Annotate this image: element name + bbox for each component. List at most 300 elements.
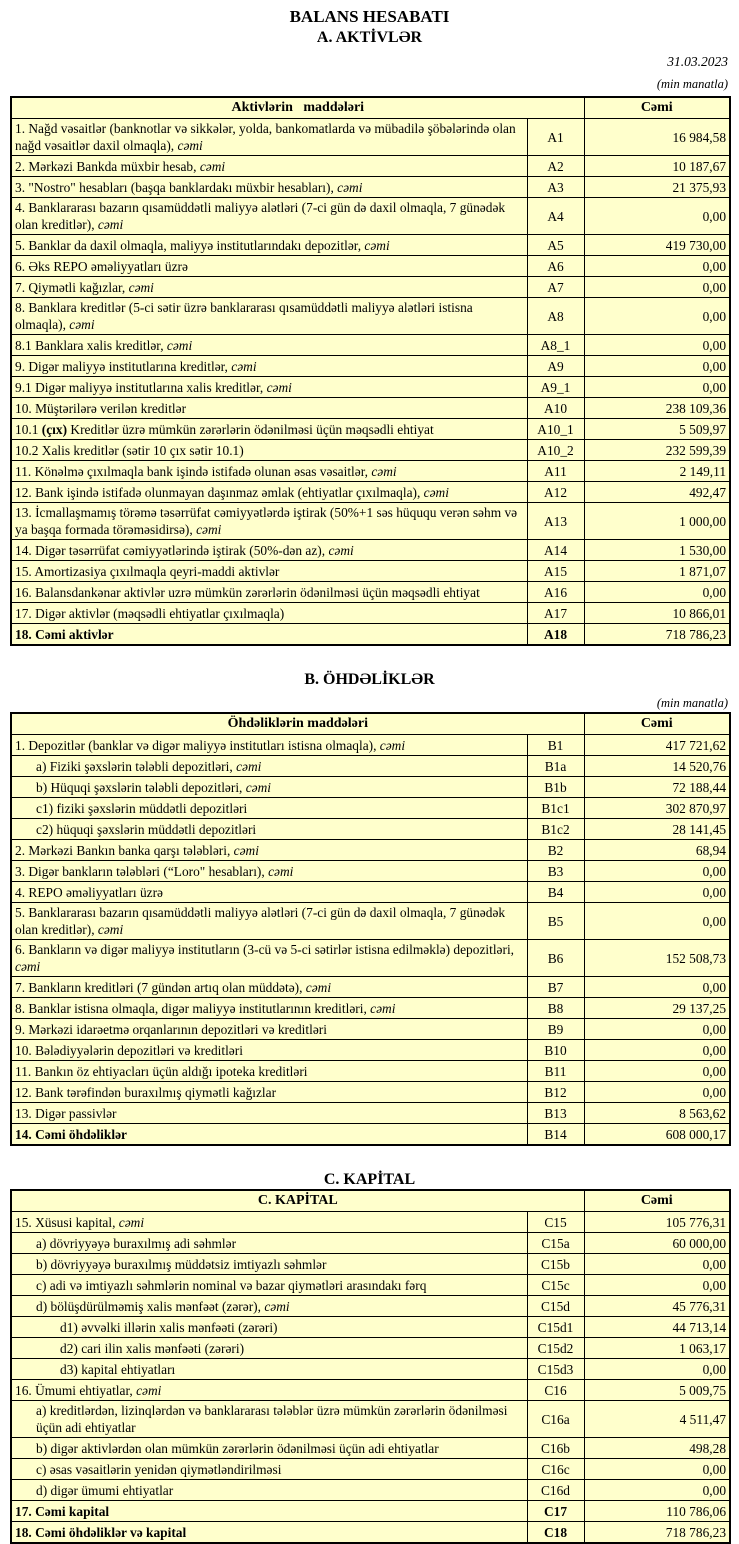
row-code: A10_2	[527, 440, 584, 461]
row-label-suffix: cəmi	[233, 842, 259, 858]
table-row	[11, 277, 730, 298]
row-label-suffix: cəmi	[328, 542, 354, 558]
row-label-cell	[11, 1212, 527, 1233]
table-row	[11, 1438, 730, 1459]
row-label: c) adi və imtiyazlı səhmlərin nominal və bazar qiymətləri arasındakı fərq	[36, 1277, 427, 1293]
row-value: 28 141,45	[584, 819, 730, 840]
row-label-cell	[11, 1040, 527, 1061]
table-row	[11, 582, 730, 603]
row-label-cell	[11, 198, 527, 235]
row-value: 45 776,31	[584, 1296, 730, 1317]
row-label-cell	[11, 1061, 527, 1082]
table-row	[11, 503, 730, 540]
row-code: B7	[527, 977, 584, 998]
row-code: C15a	[527, 1233, 584, 1254]
row-value: 608 000,17	[584, 1124, 730, 1146]
table-header-items: Aktivlərin maddələri	[11, 97, 584, 119]
row-label: 12. Bank işində istifadə olunmayan daşınmaz əmlak (ehtiyatlar çıxılmaqla),	[15, 484, 424, 500]
row-label-cell	[11, 624, 527, 646]
row-code: C15c	[527, 1275, 584, 1296]
table-row	[11, 1124, 730, 1146]
row-value: 4 511,47	[584, 1401, 730, 1438]
row-code: B12	[527, 1082, 584, 1103]
row-label-cell	[11, 998, 527, 1019]
row-code: B3	[527, 861, 584, 882]
report-date: 31.03.2023	[667, 54, 728, 69]
balance-table	[10, 1189, 731, 1544]
row-label-cell	[11, 377, 527, 398]
row-value: 110 786,06	[584, 1501, 730, 1522]
row-code: A18	[527, 624, 584, 646]
row-code: A17	[527, 603, 584, 624]
row-code: B14	[527, 1124, 584, 1146]
row-label-suffix: cəmi	[423, 484, 449, 500]
row-value: 152 508,73	[584, 940, 730, 977]
table-row	[11, 1275, 730, 1296]
row-label-suffix: cəmi	[199, 158, 226, 174]
row-label-cell	[11, 777, 527, 798]
row-value: 0,00	[584, 377, 730, 398]
row-code: A11	[527, 461, 584, 482]
row-label: 10. Bələdiyyələrin depozitləri və kreditləri	[15, 1042, 243, 1058]
row-label: 14. Cəmi öhdəliklər	[15, 1126, 127, 1142]
row-code: B9	[527, 1019, 584, 1040]
table-row	[11, 356, 730, 377]
row-label-cell	[11, 819, 527, 840]
balance-section	[0, 670, 739, 1146]
table-row	[11, 198, 730, 235]
row-label-cell	[11, 482, 527, 503]
row-label-cell	[11, 1103, 527, 1124]
row-value: 105 776,31	[584, 1212, 730, 1233]
row-code: C15d2	[527, 1338, 584, 1359]
row-label-suffix: cəmi	[371, 463, 397, 479]
row-value: 0,00	[584, 1019, 730, 1040]
row-label-cont: Kreditlər üzrə mümkün zərərlərin ödənilməsi üçün məqsədli ehtiyat	[67, 421, 434, 437]
row-label: a) kreditlərdən, lizinqlərdən və banklararası tələblər üzrə mümkün zərərlərin ödənilməsi üçün adi ehtiyatlar	[36, 1403, 508, 1435]
row-label: 13. İcmallaşmamış törəmə təsərrüfat cəmiyyətlərdə iştirak (50%+1 səs hüququ verən səhm və ya başqa formada törəməsidirsə),	[15, 505, 518, 537]
row-label-cell	[11, 1459, 527, 1480]
row-code: B1c1	[527, 798, 584, 819]
row-label: 10. Müştərilərə verilən kreditlər	[15, 400, 187, 416]
table-row	[11, 819, 730, 840]
row-label-cell	[11, 461, 527, 482]
table-row	[11, 298, 730, 335]
row-label-cell	[11, 735, 527, 756]
row-label-suffix: cəmi	[128, 279, 154, 295]
balance-section	[0, 77, 739, 646]
row-value: 1 000,00	[584, 503, 730, 540]
row-value: 0,00	[584, 1480, 730, 1501]
row-code: A8_1	[527, 335, 584, 356]
row-label-cell	[11, 419, 527, 440]
row-value: 302 870,97	[584, 798, 730, 819]
row-value: 8 563,62	[584, 1103, 730, 1124]
row-label-suffix: cəmi	[97, 217, 124, 232]
table-row	[11, 398, 730, 419]
row-code: B1c2	[527, 819, 584, 840]
row-label-cell	[11, 1401, 527, 1438]
row-value: 21 375,93	[584, 177, 730, 198]
table-row	[11, 998, 730, 1019]
row-value: 0,00	[584, 1040, 730, 1061]
row-code: B1b	[527, 777, 584, 798]
table-row	[11, 540, 730, 561]
row-code: A5	[527, 235, 584, 256]
row-label-bold: (çıx)	[41, 421, 68, 437]
row-value: 0,00	[584, 882, 730, 903]
row-value: 16 984,58	[584, 119, 730, 156]
row-label-suffix: cəmi	[231, 358, 257, 374]
row-label: 15. Amortizasiya çıxılmaqla qeyri-maddi aktivlər	[15, 563, 280, 579]
row-code: A2	[527, 156, 584, 177]
row-label-suffix: cəmi	[264, 1298, 290, 1314]
row-label-cell	[11, 1480, 527, 1501]
row-label-cell	[11, 1254, 527, 1275]
table-row	[11, 1103, 730, 1124]
table-header-items: Öhdəliklərin maddələri	[11, 713, 584, 735]
table-row	[11, 977, 730, 998]
table-header-row	[11, 1190, 730, 1212]
row-label: d) digər ümumi ehtiyatlar	[36, 1482, 174, 1498]
table-row	[11, 119, 730, 156]
row-label: 9.1 Digər maliyyə institutlarına xalis kreditlər,	[15, 379, 267, 395]
row-label-suffix: cəmi	[166, 337, 193, 353]
table-row	[11, 735, 730, 756]
row-label-cell	[11, 298, 527, 335]
row-code: A1	[527, 119, 584, 156]
row-code: A4	[527, 198, 584, 235]
row-label-cell	[11, 440, 527, 461]
row-label-cell	[11, 398, 527, 419]
table-row	[11, 235, 730, 256]
row-label-suffix: cəmi	[69, 317, 95, 332]
row-value: 60 000,00	[584, 1233, 730, 1254]
table-row	[11, 1380, 730, 1401]
row-value: 1 530,00	[584, 540, 730, 561]
row-label: 8.1 Banklara xalis kreditlər,	[15, 337, 167, 353]
balance-table	[10, 96, 731, 646]
row-label-cell	[11, 156, 527, 177]
table-row	[11, 1061, 730, 1082]
row-label-cell	[11, 256, 527, 277]
row-code: A10	[527, 398, 584, 419]
row-label-cell	[11, 1082, 527, 1103]
table-row	[11, 798, 730, 819]
table-row	[11, 1317, 730, 1338]
balance-section	[0, 1170, 739, 1544]
row-label: 11. Könəlmə çıxılmaqla bank işində istifadə olunan əsas vəsaitlər,	[15, 463, 372, 479]
row-label-cell	[11, 1380, 527, 1401]
row-code: B1	[527, 735, 584, 756]
row-value: 68,94	[584, 840, 730, 861]
row-label-cell	[11, 582, 527, 603]
row-label: 4. Banklararası bazarın qısamüddətli maliyyə alətləri (7-ci gün də daxil olmaqla, 7 günədək olan kreditlər),	[15, 200, 506, 232]
row-label: 3. "Nostro" hesabları (başqa banklardakı müxbir hesabları),	[15, 179, 338, 195]
row-label: 15. Xüsusi kapital,	[15, 1214, 119, 1230]
row-code: C16c	[527, 1459, 584, 1480]
row-label: c) əsas vəsaitlərin yenidən qiymətləndirilməsi	[36, 1461, 282, 1477]
row-value: 0,00	[584, 356, 730, 377]
row-label-cell	[11, 756, 527, 777]
row-label: 16. Ümumi ehtiyatlar,	[15, 1382, 137, 1398]
row-label: 17. Cəmi kapital	[15, 1503, 110, 1519]
row-label-suffix: cəmi	[236, 758, 262, 774]
row-code: C16d	[527, 1480, 584, 1501]
row-code: B11	[527, 1061, 584, 1082]
table-row	[11, 1212, 730, 1233]
row-label: d1) əvvəlki illərin xalis mənfəəti (zərəri)	[60, 1319, 278, 1335]
row-label-suffix: cəmi	[337, 179, 363, 195]
row-value: 419 730,00	[584, 235, 730, 256]
row-label: 3. Digər bankların tələbləri (“Loro" hesabları),	[15, 863, 269, 879]
row-code: C16b	[527, 1438, 584, 1459]
row-label-cell	[11, 940, 527, 977]
table-header-total: Cəmi	[584, 1190, 730, 1212]
table-row	[11, 156, 730, 177]
row-label: 2. Mərkəzi Bankın banka qarşı tələbləri,	[15, 842, 234, 858]
table-row	[11, 1338, 730, 1359]
row-label: 18. Cəmi aktivlər	[15, 626, 114, 642]
row-label: 5. Banklar da daxil olmaqla, maliyyə institutlarındakı depozitlər,	[15, 237, 365, 253]
row-value: 718 786,23	[584, 624, 730, 646]
row-code: B13	[527, 1103, 584, 1124]
row-label-cell	[11, 1438, 527, 1459]
row-code: B4	[527, 882, 584, 903]
row-code: A6	[527, 256, 584, 277]
row-value: 0,00	[584, 1061, 730, 1082]
row-code: C17	[527, 1501, 584, 1522]
row-label-cell	[11, 1124, 527, 1146]
table-row	[11, 1296, 730, 1317]
row-code: C16a	[527, 1401, 584, 1438]
row-value: 0,00	[584, 1359, 730, 1380]
row-value: 0,00	[584, 582, 730, 603]
row-label: 6. Bankların və digər maliyyə institutların (3-cü və 5-ci sətirlər istisna edilməklə) depozitləri,	[15, 942, 515, 957]
table-row	[11, 882, 730, 903]
row-label-cell	[11, 1317, 527, 1338]
section-a-heading: A. AKTİVLƏR	[316, 29, 423, 46]
row-label-cell	[11, 840, 527, 861]
table-row	[11, 756, 730, 777]
row-code: C15d3	[527, 1359, 584, 1380]
row-label-cell	[11, 977, 527, 998]
row-code: B10	[527, 1040, 584, 1061]
table-header-items: C. KAPİTAL	[11, 1190, 584, 1212]
table-row	[11, 177, 730, 198]
row-code: A14	[527, 540, 584, 561]
row-code: B2	[527, 840, 584, 861]
table-row	[11, 1480, 730, 1501]
row-label-suffix: cəmi	[118, 1214, 145, 1230]
table-row	[11, 1522, 730, 1544]
row-label: 6. Əks REPO əməliyyatları üzrə	[15, 258, 188, 274]
row-value: 5 509,97	[584, 419, 730, 440]
row-label-cell	[11, 503, 527, 540]
row-label: c2) hüquqi şəxslərin müddətli depozitləri	[36, 821, 257, 837]
row-label-suffix: cəmi	[177, 138, 203, 153]
row-value: 0,00	[584, 256, 730, 277]
row-value: 72 188,44	[584, 777, 730, 798]
row-value: 0,00	[584, 198, 730, 235]
row-label: 11. Bankın öz ehtiyacları üçün aldığı ipoteka kreditləri	[15, 1063, 308, 1079]
row-label-suffix: cəmi	[305, 979, 332, 995]
row-value: 0,00	[584, 977, 730, 998]
table-row	[11, 1401, 730, 1438]
row-label-cell	[11, 1275, 527, 1296]
row-label: 16. Balansdankənar aktivlər uzrə mümkün zərərlərin ödənilməsi üçün məqsədli ehtiyat	[15, 584, 480, 600]
row-label: 1. Depozitlər (banklar və digər maliyyə institutları istisna olmaqla),	[15, 737, 380, 753]
table-row	[11, 861, 730, 882]
row-label: a) dövriyyəyə buraxılmış adi səhmlər	[36, 1235, 237, 1251]
row-code: B8	[527, 998, 584, 1019]
row-code: A10_1	[527, 419, 584, 440]
table-row	[11, 1019, 730, 1040]
row-value: 1 871,07	[584, 561, 730, 582]
row-code: C15	[527, 1212, 584, 1233]
row-label-cell	[11, 335, 527, 356]
row-label-cell	[11, 119, 527, 156]
row-label-suffix: cəmi	[268, 863, 294, 879]
row-code: A9	[527, 356, 584, 377]
row-value: 498,28	[584, 1438, 730, 1459]
table-row	[11, 840, 730, 861]
row-code: A15	[527, 561, 584, 582]
row-code: C16	[527, 1380, 584, 1401]
row-code: B6	[527, 940, 584, 977]
row-label: a) Fiziki şəxslərin tələbli depozitləri,	[36, 758, 237, 774]
row-label-cell	[11, 235, 527, 256]
section-heading: B. ÖHDƏLİKLƏR	[304, 671, 435, 688]
row-value: 0,00	[584, 1275, 730, 1296]
row-label-cell	[11, 1233, 527, 1254]
row-value: 238 109,36	[584, 398, 730, 419]
row-value: 44 713,14	[584, 1317, 730, 1338]
document-title: BALANS HESABATI	[289, 7, 450, 26]
row-value: 0,00	[584, 1254, 730, 1275]
row-label-cell	[11, 356, 527, 377]
row-label-cell	[11, 903, 527, 940]
row-code: A3	[527, 177, 584, 198]
row-label: 9. Mərkəzi idarəetmə orqanlarının depozitləri və kreditləri	[15, 1021, 327, 1037]
row-value: 0,00	[584, 335, 730, 356]
row-label-cell	[11, 1338, 527, 1359]
row-label: 17. Digər aktivlər (məqsədli ehtiyatlar çıxılmaqla)	[15, 605, 285, 621]
row-label: 8. Banklara kreditlər (5-ci sətir üzrə banklararası qısamüddətli maliyyə alətləri istisna olmaqla),	[15, 300, 473, 332]
row-label: 12. Bank tərəfindən buraxılmış qiymətli kağızlar	[15, 1084, 277, 1100]
row-value: 0,00	[584, 903, 730, 940]
table-row	[11, 903, 730, 940]
row-value: 2 149,11	[584, 461, 730, 482]
row-label: 1. Nağd vəsaitlər (banknotlar və sikkələr, yolda, bankomatlarda və mübadilə şöbələrində olan nağd vəsaitlər daxil olmaqla),	[15, 121, 516, 153]
table-row	[11, 1254, 730, 1275]
row-label-cell	[11, 1019, 527, 1040]
row-value: 0,00	[584, 298, 730, 335]
unit-note: (min manatla)	[656, 696, 728, 710]
table-row	[11, 419, 730, 440]
table-row	[11, 777, 730, 798]
row-label: b) Hüquqi şəxslərin tələbli depozitləri,	[36, 779, 246, 795]
table-row	[11, 461, 730, 482]
row-label-cell	[11, 1359, 527, 1380]
row-value: 10 187,67	[584, 156, 730, 177]
row-label-cell	[11, 1296, 527, 1317]
row-label-suffix: cəmi	[370, 1000, 396, 1016]
row-label: b) digər aktivlərdən olan mümkün zərərlərin ödənilməsi üçün adi ehtiyatlar	[36, 1440, 439, 1456]
row-value: 232 599,39	[584, 440, 730, 461]
row-label: 10.2 Xalis kreditlər (sətir 10 çıx sətir 10.1)	[15, 442, 244, 458]
table-row	[11, 377, 730, 398]
row-label-cell	[11, 882, 527, 903]
table-row	[11, 335, 730, 356]
row-label-suffix: cəmi	[364, 237, 390, 253]
row-code: A16	[527, 582, 584, 603]
section-heading: C. KAPİTAL	[323, 1171, 416, 1188]
row-value: 10 866,01	[584, 603, 730, 624]
row-label: d2) cari ilin xalis mənfəəti (zərəri)	[60, 1340, 245, 1356]
row-label: b) dövriyyəyə buraxılmış müddətsiz imtiyazlı səhmlər	[36, 1256, 327, 1272]
row-label-suffix: cəmi	[136, 1382, 162, 1398]
row-code: A9_1	[527, 377, 584, 398]
row-label: 13. Digər passivlər	[15, 1105, 117, 1121]
row-label-cell	[11, 603, 527, 624]
row-code: A12	[527, 482, 584, 503]
row-label-cell	[11, 540, 527, 561]
row-value: 492,47	[584, 482, 730, 503]
row-label: c1) fiziki şəxslərin müddətli depozitləri	[36, 800, 248, 816]
row-code: A7	[527, 277, 584, 298]
document-header	[0, 0, 739, 47]
row-code: C15d	[527, 1296, 584, 1317]
row-label-cell	[11, 277, 527, 298]
row-code: A8	[527, 298, 584, 335]
row-label-suffix: cəmi	[196, 522, 222, 537]
row-label: 4. REPO əməliyyatları üzrə	[15, 884, 163, 900]
row-label-cell	[11, 861, 527, 882]
row-label-suffix: cəmi	[266, 379, 292, 395]
row-label: 7. Qiymətli kağızlar,	[15, 279, 129, 295]
row-label: 2. Mərkəzi Bankda müxbir hesab,	[15, 158, 200, 174]
table-header-total: Cəmi	[584, 97, 730, 119]
row-label: 5. Banklararası bazarın qısamüddətli maliyyə alətləri (7-ci gün də daxil olmaqla, 7 günədək olan kreditlər),	[15, 905, 506, 937]
row-label: 8. Banklar istisna olmaqla, digər maliyyə institutlarının kreditləri,	[15, 1000, 371, 1016]
row-label-cell	[11, 798, 527, 819]
row-code: C18	[527, 1522, 584, 1544]
row-code: C15b	[527, 1254, 584, 1275]
row-value: 1 063,17	[584, 1338, 730, 1359]
table-row	[11, 624, 730, 646]
table-row	[11, 482, 730, 503]
table-row	[11, 1359, 730, 1380]
row-code: A13	[527, 503, 584, 540]
row-value: 0,00	[584, 1459, 730, 1480]
table-row	[11, 940, 730, 977]
row-value: 0,00	[584, 277, 730, 298]
row-label: 10.1	[15, 421, 42, 437]
row-value: 417 721,62	[584, 735, 730, 756]
table-row	[11, 1082, 730, 1103]
row-label: 14. Digər təsərrüfat cəmiyyətlərində iştirak (50%-dən az),	[15, 542, 329, 558]
row-label-cell	[11, 1522, 527, 1544]
table-row	[11, 256, 730, 277]
row-label-cell	[11, 177, 527, 198]
row-code: B1a	[527, 756, 584, 777]
table-row	[11, 1459, 730, 1480]
row-label-suffix: cəmi	[379, 737, 406, 753]
balance-table	[10, 712, 731, 1146]
row-label-suffix: cəmi	[97, 922, 124, 937]
table-header-row	[11, 713, 730, 735]
